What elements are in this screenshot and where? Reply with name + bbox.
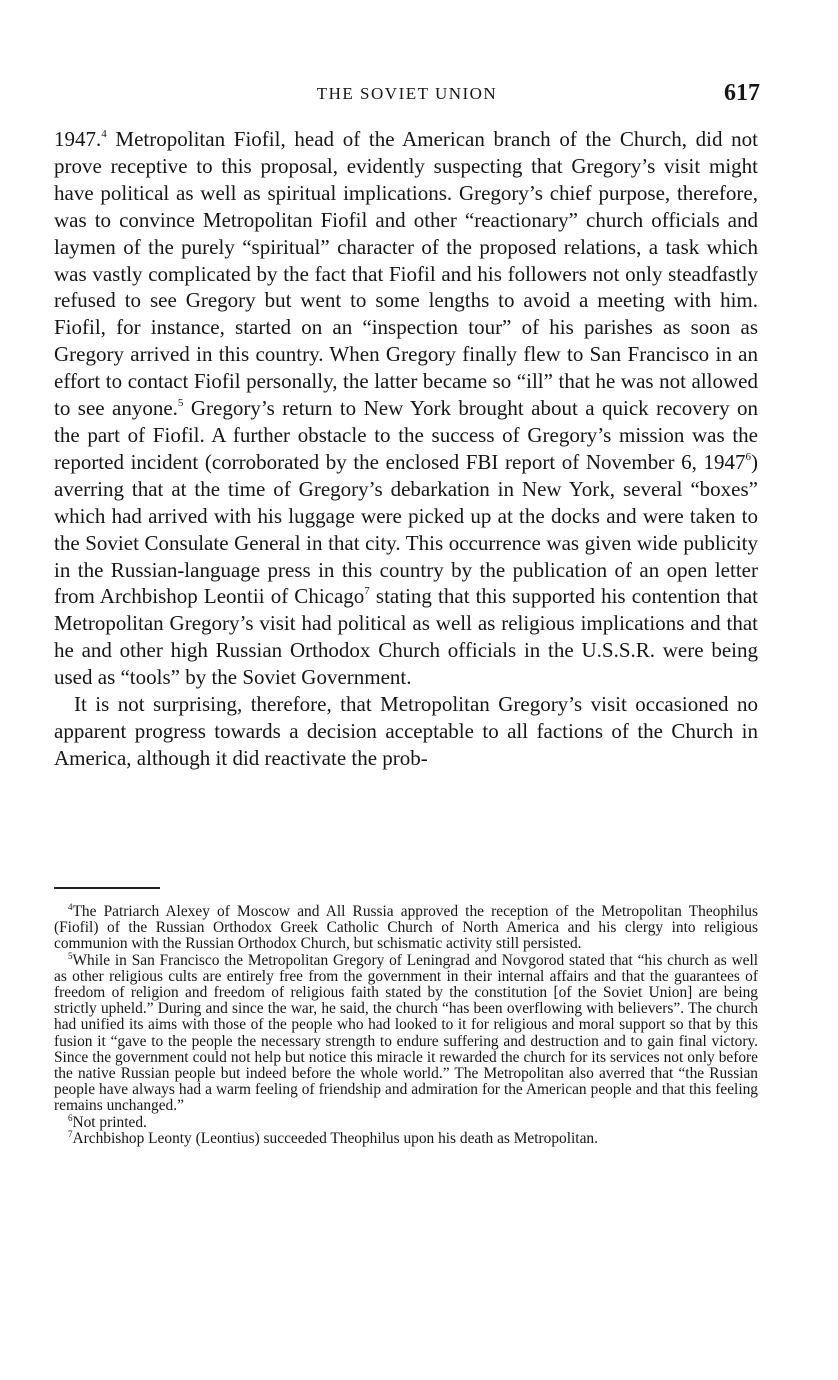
- footnote-text: Archbishop Leonty (Leontius) succeeded Theophilus upon his death as Metropolitan.: [72, 1129, 598, 1147]
- footnote-text: The Patriarch Alexey of Moscow and All Russia approved the reception of the Metropolitan Theophilus (Fiofil) of the Russian Orthodox Greek Catholic Church of North America and his clergy into religious communion with the Russian Orthodox Church, but schismatic activity still persisted.: [54, 903, 758, 953]
- running-header: [54, 80, 760, 110]
- footnote-text: While in San Francisco the Metropolitan Gregory of Leningrad and Novgorod stated that “his church as well as other religious cults are entirely free from the government in their internal affairs and that the guarantees of freedom of religion and freedom of religious faith stated by the constitution [of the Soviet Union] are being strictly upheld.” During and since the war, he said, the church “has been overflowing with believers”. The church had unified its aims with those of the people who had looked to it for religious and moral support so that by this fusion it “gave to the people the necessary strength to endure suffering and destruction and to gain final victory. Since the government could not help but notice this miracle it rewarded the church for its services not only before the native Russian people but indeed before the whole world.” The Metropolitan also averred that “the Russian people have always had a warm feeling of friendship and admiration for the American people and that this feeling remains unchanged.”: [54, 951, 758, 1115]
- footnote-4: [54, 904, 758, 953]
- body-text: [54, 126, 758, 772]
- footnote-6: [54, 1112, 758, 1131]
- body-text-run: 1947.: [54, 127, 102, 151]
- footnote-separator: [54, 887, 160, 889]
- footnote-reference-4: 4: [101, 128, 107, 140]
- body-text-run: Metropolitan Fiofil, head of the American branch of the Church, did not prove receptive to this proposal, evidently suspecting that Gregory’s visit might have political as well as spiritual implications. Gregory’s chief purpose, therefore, was to convince Metropolitan Fiofil and other “reactionary” church officials and laymen of the purely “spiritual” character of the proposed relations, a task which was vastly complicated by the fact that Fiofil and his followers not only steadfastly refused to see Gregory but went to some lengths to avoid a meeting with him. Fiofil, for instance, started on an “inspection tour” of his parishes as soon as Gregory arrived in this country. When Gregory finally flew to San Francisco in an effort to contact Fiofil personally, the latter became so “ill” that he was not allowed to see anyone.: [54, 127, 758, 421]
- footnote-marker: 4: [68, 902, 73, 912]
- running-title: THE SOVIET UNION: [316, 84, 498, 103]
- footnote-reference-5: 5: [177, 397, 184, 410]
- footnote-marker: 7: [68, 1128, 73, 1139]
- body-text-run: It is not surprising, therefore, that Metropolitan Gregory’s visit occasioned no apparent progress towards a decision acceptable to all factions of the Church in America, although it did reactivate the prob-: [54, 692, 758, 770]
- body-paragraph: [54, 691, 758, 772]
- footnotes: [54, 904, 758, 1147]
- footnote-5: [54, 950, 758, 1115]
- footnote-reference-6: 6: [745, 450, 751, 463]
- footnote-marker: 5: [68, 950, 73, 961]
- body-paragraph: [54, 126, 758, 691]
- body-text-run: Gregory’s return to New York brought about a quick recovery on the part of Fiofil. A further obstacle to the success of Gregory’s mission was the reported incident (corroborated by the enclosed FBI report of November 6, 1947: [54, 396, 759, 474]
- page-number: 617: [724, 80, 760, 106]
- footnote-reference-7: 7: [364, 585, 370, 598]
- footnote-7: [54, 1128, 758, 1147]
- body-text-run: ) averring that at the time of Gregory’s debarkation in New York, several “boxes” which had arrived with his luggage were picked up at the docks and were taken to the Soviet Consulate General in that city. This occurrence was given wide publicity in the Russian-language press in this country by the publication of an open letter from Archbishop Leontii of Chicago: [54, 449, 758, 609]
- body-text-run: stating that this supported his contention that Metropolitan Gregory’s visit had political as well as religious implications and that he and other high Russian Orthodox Church officials in the U.S.S.R. were being used as “tools” by the Soviet Government.: [54, 584, 758, 690]
- footnote-marker: 6: [68, 1112, 73, 1123]
- footnote-text: Not printed.: [72, 1113, 147, 1131]
